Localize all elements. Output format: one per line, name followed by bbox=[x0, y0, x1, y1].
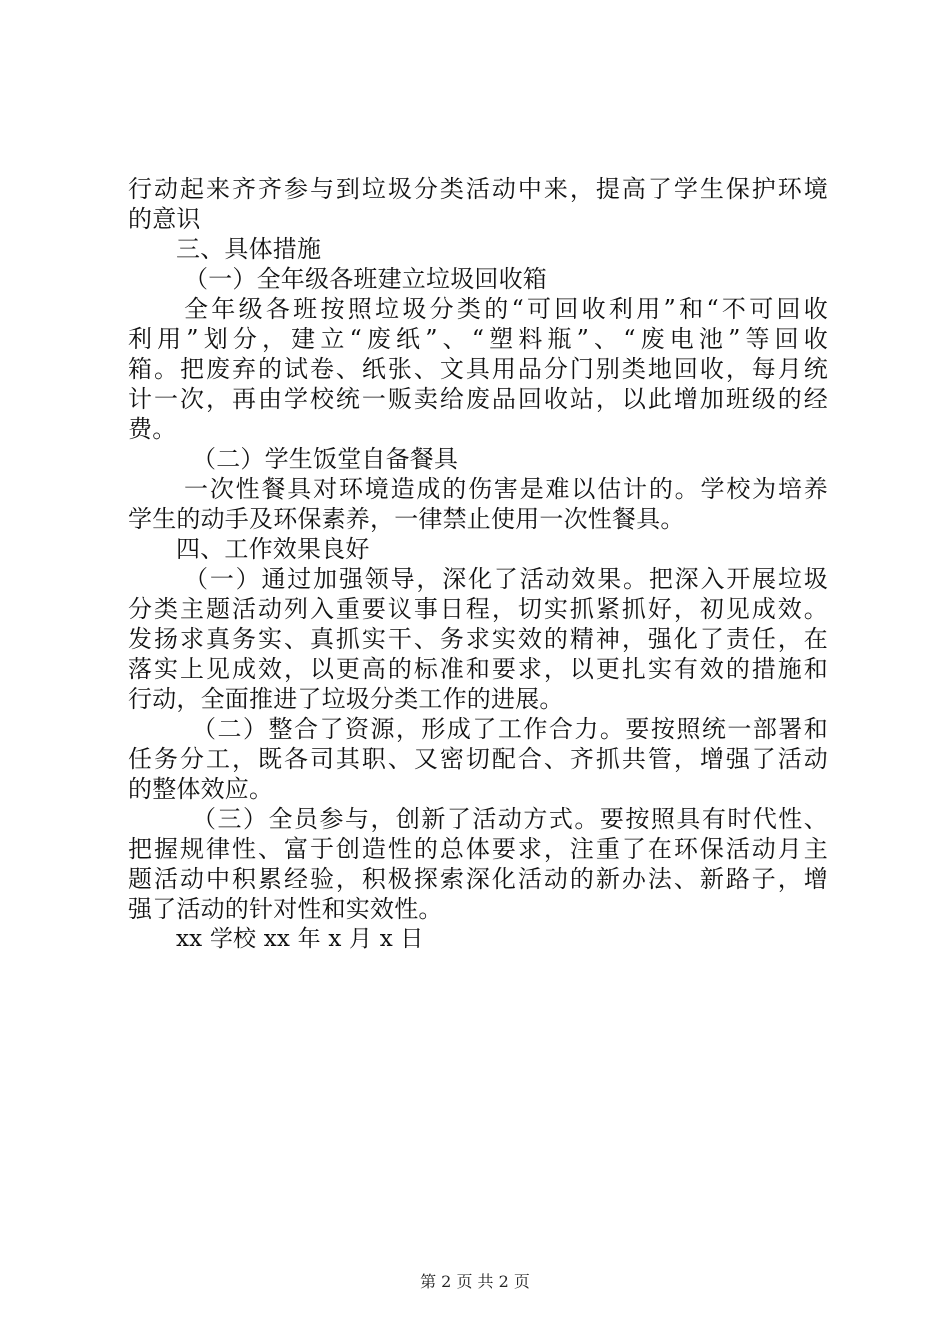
paragraph-line: 的意识 bbox=[128, 205, 201, 233]
paragraph-line: （二）整合了资源，形成了工作合力。要按照统一部署和 bbox=[192, 715, 828, 743]
section-heading: 三、具体措施 bbox=[176, 235, 322, 263]
paragraph-line: 分类主题活动列入重要议事日程，切实抓紧抓好，初见成效。 bbox=[128, 595, 828, 623]
paragraph-line: 任务分工，既各司其职、又密切配合、齐抓共管，增强了活动 bbox=[128, 745, 828, 773]
paragraph-line: 费。 bbox=[128, 415, 177, 443]
paragraph-line: 箱。把废弃的试卷、纸张、文具用品分门别类地回收，每月统 bbox=[128, 355, 828, 383]
document-body bbox=[128, 174, 828, 954]
paragraph-line: 一次性餐具对环境造成的伤害是难以估计的。学校为培养 bbox=[184, 475, 828, 503]
paragraph-line: 利用”划分，建立“废纸”、“塑料瓶”、“废电池”等回收 bbox=[128, 325, 828, 353]
paragraph-line: 题活动中积累经验，积极探索深化活动的新办法、新路子，增 bbox=[128, 865, 828, 893]
subsection-heading: （二）学生饭堂自备餐具 bbox=[192, 445, 459, 473]
paragraph-line: 全年级各班按照垃圾分类的“可回收利用”和“不可回收 bbox=[184, 295, 828, 323]
paragraph-line: 发扬求真务实、真抓实干、务求实效的精神，强化了责任，在 bbox=[128, 625, 828, 653]
paragraph-line: 行动，全面推进了垃圾分类工作的进展。 bbox=[128, 685, 564, 713]
subsection-heading: （一）全年级各班建立垃圾回收箱 bbox=[184, 265, 547, 293]
page-footer: 第 2 页 共 2 页 bbox=[420, 1272, 530, 1291]
paragraph-line: 的整体效应。 bbox=[128, 775, 274, 803]
paragraph-line: 计一次，再由学校统一贩卖给废品回收站，以此增加班级的经 bbox=[128, 385, 828, 413]
paragraph-line: 学生的动手及环保素养，一律禁止使用一次性餐具。 bbox=[128, 505, 685, 533]
signature-date: xx 学校 xx 年 x 月 x 日 bbox=[176, 926, 424, 952]
paragraph-line: （三）全员参与，创新了活动方式。要按照具有时代性、 bbox=[192, 805, 828, 833]
paragraph-line: （一）通过加强领导，深化了活动效果。把深入开展垃圾 bbox=[184, 565, 828, 593]
paragraph-line: 行动起来齐齐参与到垃圾分类活动中来，提高了学生保护环境 bbox=[128, 175, 828, 203]
paragraph-line: 强了活动的针对性和实效性。 bbox=[128, 895, 443, 923]
section-heading: 四、工作效果良好 bbox=[176, 535, 370, 563]
paragraph-line: 把握规律性、富于创造性的总体要求，注重了在环保活动月主 bbox=[128, 835, 828, 863]
paragraph-line: 落实上见成效，以更高的标准和要求，以更扎实有效的措施和 bbox=[128, 655, 828, 683]
